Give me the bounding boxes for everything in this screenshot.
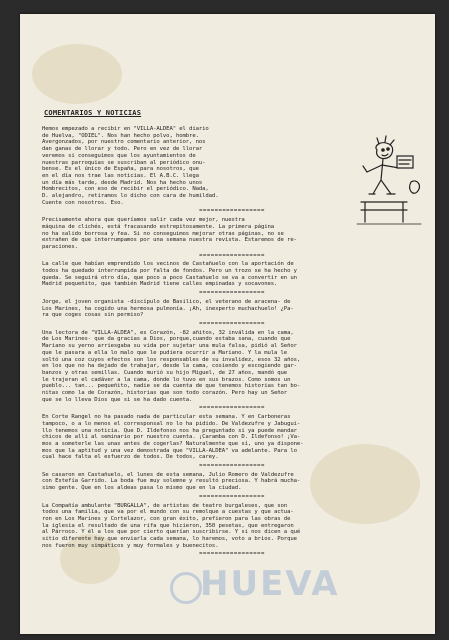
archive-watermark — [200, 564, 360, 614]
text-line: un día más tarde, desde Madrid. Nos ha hecho unos — [42, 179, 203, 186]
text-line: pueblo... tan... pequeñito, nadie se da cuenta de que tenemos historias tan bo- — [42, 383, 301, 390]
text-line: paraciones. — [42, 243, 78, 250]
text-line: en el día nos trae las noticias. El A.B.C. llega — [42, 172, 199, 179]
text-line: La Compañía ambulante "BURGALLA", de artistas de teatro burgaleses, que son — [42, 502, 288, 509]
separator: ================= — [199, 290, 265, 297]
separator: ================= — [199, 208, 265, 215]
text-line: La calle que habían emprendido los vecinos de Castañuelo con la aportación de — [42, 261, 294, 268]
separator: ================= — [199, 551, 265, 558]
article-body — [42, 126, 422, 560]
text-line: veremos si conseguimos que los ayuntamientos de — [42, 152, 196, 159]
text-line: mos que la aptitud y una vez demostrada que "VILLA-ALDEA" va adelante. Para lo — [42, 447, 297, 454]
text-line: ron en Los Marines y Cortelazor, con gran éxito, prefieron para las obras de — [42, 515, 291, 522]
text-line: simo gente. Que en los aldeas pasa lo mismo que en la ciudad. — [42, 485, 242, 492]
text-line: con Estefía Garrido. La boda fue muy solemne y resultó preciosa. Y habrá mucha- — [42, 478, 301, 485]
news-item — [42, 261, 422, 288]
watermark-text: HUEVA — [200, 564, 340, 604]
text-line: todos ha quedado interrumpida por falta de fondos. Pero un trozo se ha hecho y — [42, 268, 297, 275]
news-item — [42, 503, 422, 550]
text-line: no ha salido borrosa y fea. Si no conseguimos mejorar otras páginas, no se — [42, 230, 284, 237]
text-line: D. alejandro, retiramos lo dicho con cara de humildad. — [42, 193, 219, 200]
text-line: bense. Es el único de España, para nosotros, que — [42, 166, 199, 173]
news-item — [42, 330, 422, 404]
text-line: de Huelva, "ODIEL". Nos han hecho polvo, hombre. — [42, 132, 199, 139]
text-line: cual hace falta el esfuerzo de todos. De todos, carey. — [42, 454, 219, 461]
text-line: nuestras parroquias se suscriban al periódico onu- — [42, 159, 206, 166]
text-line: En Corte Rangel no ha pasado nada de particular esta semana. Y en Carboneras — [42, 414, 291, 421]
text-line: llo tenemos una noticia. Que D. Ildefonso nos ha preguntado si ya puede mandar — [42, 427, 297, 434]
text-line: Precisamente ahora que queríamos salir cada vez mejor, nuestra — [42, 217, 245, 224]
separator: ================= — [199, 463, 265, 470]
text-line: en los que no ha dejado de trabajar, desde la cama, cosiendo y escogiendo gar- — [42, 363, 297, 370]
text-line: Cuente con nosotros. Eso. — [42, 199, 124, 206]
text-line: máquina de clichés, está fracasando estrepitosamente. La primera página — [42, 223, 275, 230]
text-line: soltó una coz cuyos efectos son los responsables de su invalidez, esos 32 años, — [42, 356, 301, 363]
text-line: la iglesia el resultado de una rifa que hicieron, 350 pesetas, que entregaron — [42, 522, 294, 529]
text-line: chicos de allí al seminario por nuestro cuenta. ¡Caramba con D. Ildefonso! ¡Va- — [42, 434, 301, 441]
text-line: nos fueron muy simpáticos y muy formales y buenecitos. — [42, 542, 219, 549]
news-item — [42, 414, 422, 461]
separator: ================= — [199, 493, 265, 500]
separator: ================= — [199, 320, 265, 327]
separator: ================= — [199, 405, 265, 412]
text-line: Mariano su yerno arriesgaba su vida por sujetar una mula falsa, pidió al Señor — [42, 343, 297, 350]
text-line: Jorge, el joven organista -discípulo de Basilico, el veterano de aracena- de — [42, 298, 291, 305]
text-line: todos una familia, que va por el mundo con su remolque a cuestas y que actua- — [42, 509, 294, 516]
text-line: extrañen de que interrumpamos por una semana nuestra revista. Estaremos de re- — [42, 237, 297, 244]
text-line: Una lectora de "VILLA-ALDEA", es Corazón, -82 añitos, 32 inválida en la cama, — [42, 329, 294, 336]
text-line: le trajeran el cadáver a la cama, donde lo tuvo en sus brazos. Como somos un — [42, 376, 291, 383]
text-line: Hombrecitos, con eso de recibir el periódico. Nada, — [42, 186, 209, 193]
text-line: banzos y otras semillas. Cuando murió su hijo Miguel, de 27 años, mandó que — [42, 369, 288, 376]
text-line: que se lo lleva Dios que si se ha dado cuenta. — [42, 396, 193, 403]
separator: ================= — [199, 252, 265, 259]
document-title: COMENTARIOS Y NOTICIAS — [44, 109, 142, 117]
text-line: sitio diferente hay que enviarla cada semana, lo haremos, voto a brios. Porque — [42, 536, 297, 543]
news-item — [42, 299, 422, 319]
text-line: al Párroco. Y él a los que por cierto querían suscribirse. Y si nos dicen a qué — [42, 529, 301, 536]
text-line: Se casaron en Castañuelo, el lunes de esta semana, Julio Romero de Valdezufre — [42, 471, 294, 478]
text-line: nitas como la de Corazón, historias que son todo corazón. Pero hay un Señor — [42, 390, 288, 397]
text-line: que le pasara a ella lo malo que le pudiera ocurrir a Mariano. Y la mula le — [42, 349, 288, 356]
text-line: de Los Marines- que da gracias a Dios, porque,cuando estaba sana, cuando que — [42, 336, 291, 343]
text-line: Hemos empezado a recibir en "VILLA-ALDEA" el diario — [42, 126, 209, 132]
document-page — [20, 14, 435, 634]
text-line: Los Marines, ha cogido una hermosa pulmonía. ¡Ah, inexperto muchachuelo! ¿Pa- — [42, 305, 294, 312]
text-line: mos a someterle las unas antes de cogerlas? Naturalmente que sí, uno ya dispone- — [42, 440, 304, 447]
text-line: Avergonzados, por nuestro comentario anterior, nos — [42, 139, 206, 146]
watermark-logo-icon — [170, 572, 202, 604]
paper-stain — [32, 44, 122, 104]
text-line: Madrid pequeñito, que también Madrid tiene calles empinadas y socavones. — [42, 281, 278, 288]
text-line: tampoco, o a lo menos el corresponsal no lo ha pidido. De Valdezufre y Jabugui- — [42, 420, 301, 427]
news-item — [42, 217, 422, 251]
text-line: dan ganas de llorar y todo. Pero en vez de llorar — [42, 146, 203, 153]
text-line: queda. Se seguirá otro día, que poco a poco Castañuelo se va a convertir en un — [42, 274, 297, 281]
news-item — [42, 472, 422, 492]
news-item — [42, 126, 314, 206]
text-line: ra que coges cosas sin permiso? — [42, 312, 144, 319]
